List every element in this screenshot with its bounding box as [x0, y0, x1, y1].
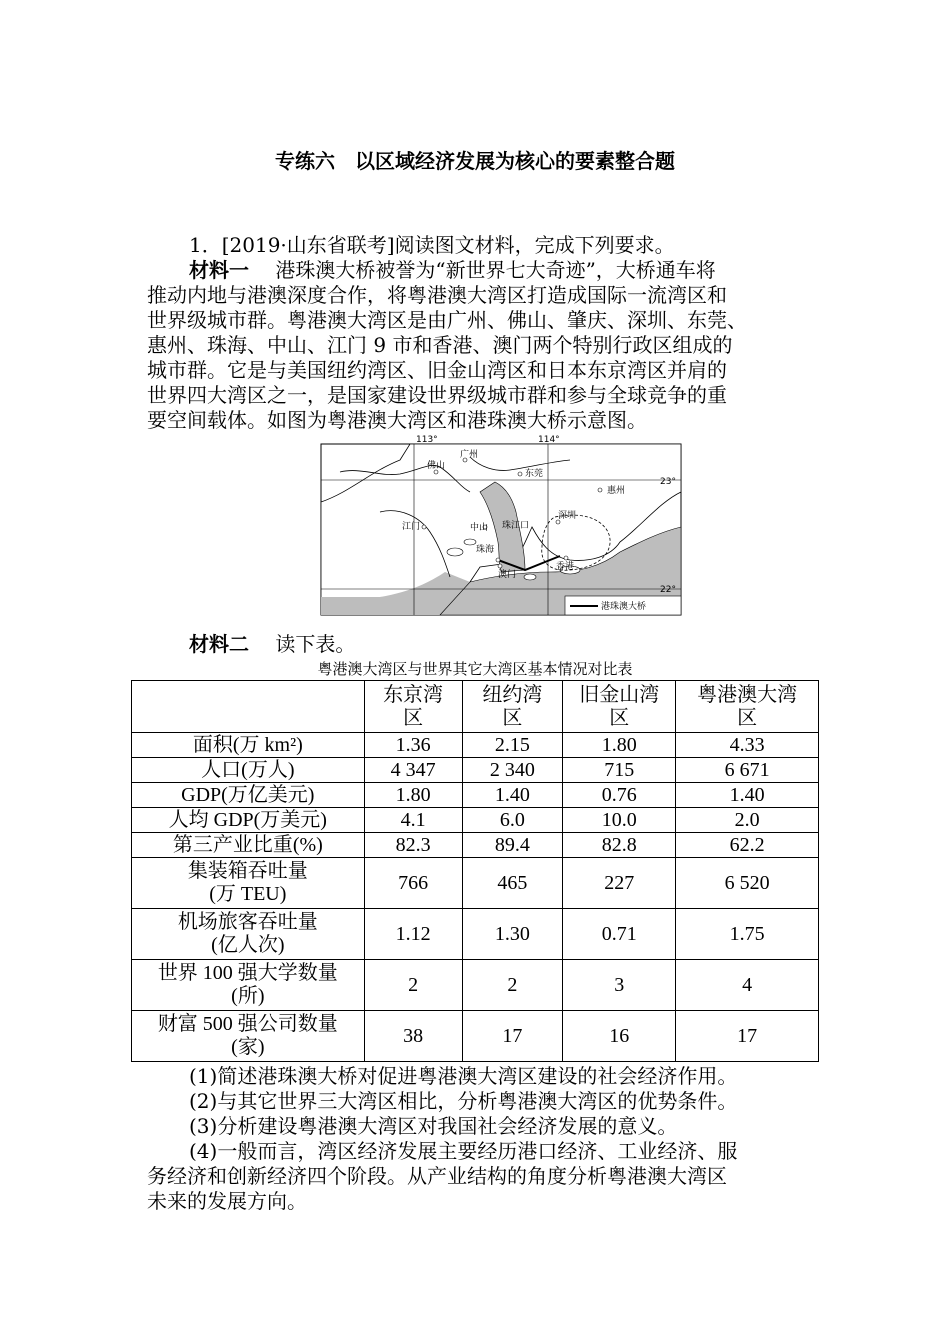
table-row	[132, 758, 819, 783]
question-4-line: 未来的发展方向。	[147, 1189, 307, 1213]
material-one-line: 城市群。它是与美国纽约湾区、旧金山湾区和日本东京湾区并肩的	[147, 358, 727, 382]
table-row	[132, 858, 819, 909]
table-row	[132, 783, 819, 808]
question-2: (2)与其它世界三大湾区相比，分析粤港澳大湾区的优势条件。	[189, 1089, 738, 1113]
column-header: 纽约湾 区	[462, 681, 563, 733]
question-1: (1)简述港珠澳大桥对促进粤港澳大湾区建设的社会经济作用。	[189, 1064, 738, 1088]
table-cell: 6 520	[676, 858, 819, 909]
question-4-line: (4)一般而言，湾区经济发展主要经历港口经济、工业经济、服	[189, 1139, 738, 1163]
row-label: 面积(万 km²)	[132, 733, 365, 758]
question-3: (3)分析建设粤港澳大湾区对我国社会经济发展的意义。	[189, 1114, 678, 1138]
question-4-line: 务经济和创新经济四个阶段。从产业结构的角度分析粤港澳大湾区	[147, 1164, 727, 1188]
table-cell: 2	[462, 960, 563, 1011]
table-cell: 62.2	[676, 833, 819, 858]
table-cell: 2 340	[462, 758, 563, 783]
table-cell: 4.33	[676, 733, 819, 758]
table-cell: 0.71	[563, 909, 676, 960]
city-shenzhen: 深圳	[558, 511, 577, 521]
table-row	[132, 833, 819, 858]
material-two-label: 材料二	[189, 632, 249, 656]
table-row	[132, 1011, 819, 1062]
table-cell: 10.0	[563, 808, 676, 833]
table-cell: 1.80	[364, 783, 462, 808]
lon-114: 114°	[538, 435, 560, 445]
table-cell: 82.8	[563, 833, 676, 858]
table-row	[132, 733, 819, 758]
table-cell: 1.40	[676, 783, 819, 808]
gba-map	[320, 432, 682, 616]
question-intro: 1．[2019·山东省联考]阅读图文材料，完成下列要求。	[189, 233, 675, 257]
table-cell: 1.36	[364, 733, 462, 758]
lon-113: 113°	[416, 435, 438, 445]
column-header: 粤港澳大湾 区	[676, 681, 819, 733]
legend-label: 港珠澳大桥	[601, 602, 647, 612]
material-one-line: 要空间载体。如图为粤港澳大湾区和港珠澳大桥示意图。	[147, 408, 647, 432]
city-jiangmen: 江门	[402, 522, 421, 532]
table-header-row	[132, 681, 819, 733]
column-header: 东京湾 区	[364, 681, 462, 733]
city-zhuhai: 珠海	[476, 545, 495, 555]
table-cell: 4.1	[364, 808, 462, 833]
table-cell: 715	[563, 758, 676, 783]
row-label: 集装箱吞吐量 (万 TEU)	[132, 858, 365, 909]
row-label: 人均 GDP(万美元)	[132, 808, 365, 833]
table-cell: 1.80	[563, 733, 676, 758]
material-one-line: 推动内地与港澳深度合作，将粤港澳大湾区打造成国际一流湾区和	[147, 283, 727, 307]
row-label: 机场旅客吞吐量 (亿人次)	[132, 909, 365, 960]
city-dongguan: 东莞	[525, 469, 544, 479]
table-cell: 17	[676, 1011, 819, 1062]
table-cell: 1.40	[462, 783, 563, 808]
table-cell: 227	[563, 858, 676, 909]
material-one-line	[147, 258, 822, 283]
lat-22: 22°	[660, 585, 676, 595]
material-two-text: 读下表。	[275, 632, 356, 656]
table-cell: 6 671	[676, 758, 819, 783]
table-cell: 89.4	[462, 833, 563, 858]
material-one-line: 世界四大湾区之一，是国家建设世界级城市群和参与全球竞争的重	[147, 383, 727, 407]
city-foshan: 佛山	[427, 461, 446, 471]
table-corner-cell	[132, 681, 365, 733]
table-cell: 38	[364, 1011, 462, 1062]
material-two-line	[147, 632, 822, 657]
table-cell: 6.0	[462, 808, 563, 833]
table-row	[132, 909, 819, 960]
table-cell: 4 347	[364, 758, 462, 783]
questions-block	[147, 1064, 822, 1214]
table-cell: 2.0	[676, 808, 819, 833]
row-label: 世界 100 强大学数量 (所)	[132, 960, 365, 1011]
table-cell: 1.12	[364, 909, 462, 960]
label-zhujiangkou: 珠江口	[502, 521, 530, 531]
material-one-line: 世界级城市群。粤港澳大湾区是由广州、佛山、肇庆、深圳、东莞、	[147, 308, 747, 332]
row-label: GDP(万亿美元)	[132, 783, 365, 808]
table-cell: 2	[364, 960, 462, 1011]
table-cell: 16	[563, 1011, 676, 1062]
comparison-table	[131, 680, 819, 1062]
table-row	[132, 960, 819, 1011]
table-cell: 465	[462, 858, 563, 909]
table-cell: 0.76	[563, 783, 676, 808]
material-one-block	[147, 233, 822, 433]
lat-23: 23°	[660, 477, 676, 487]
column-header: 旧金山湾 区	[563, 681, 676, 733]
material-one-line: 惠州、珠海、中山、江门 9 市和香港、澳门两个特别行政区组成的	[147, 333, 733, 357]
table-cell: 82.3	[364, 833, 462, 858]
table-cell: 3	[563, 960, 676, 1011]
table-row	[132, 808, 819, 833]
table-cell: 4	[676, 960, 819, 1011]
table-cell: 17	[462, 1011, 563, 1062]
row-label: 人口(万人)	[132, 758, 365, 783]
city-huizhou: 惠州	[607, 486, 626, 496]
table-cell: 1.75	[676, 909, 819, 960]
table-cell: 1.30	[462, 909, 563, 960]
city-zhongshan: 中山	[470, 523, 489, 533]
city-hongkong: 香港	[556, 562, 575, 572]
row-label: 第三产业比重(%)	[132, 833, 365, 858]
table-caption: 粤港澳大湾区与世界其它大湾区基本情况对比表	[317, 660, 633, 678]
city-guangzhou: 广州	[460, 450, 479, 460]
material-one-text: 港珠澳大桥被誉为“新世界七大奇迹”，大桥通车将	[275, 258, 716, 282]
material-one-label: 材料一	[189, 258, 249, 282]
city-macau: 澳门	[498, 570, 517, 580]
page-title: 专练六 以区域经济发展为核心的要素整合题	[275, 149, 675, 173]
table-cell: 766	[364, 858, 462, 909]
table-cell: 2.15	[462, 733, 563, 758]
row-label: 财富 500 强公司数量 (家)	[132, 1011, 365, 1062]
